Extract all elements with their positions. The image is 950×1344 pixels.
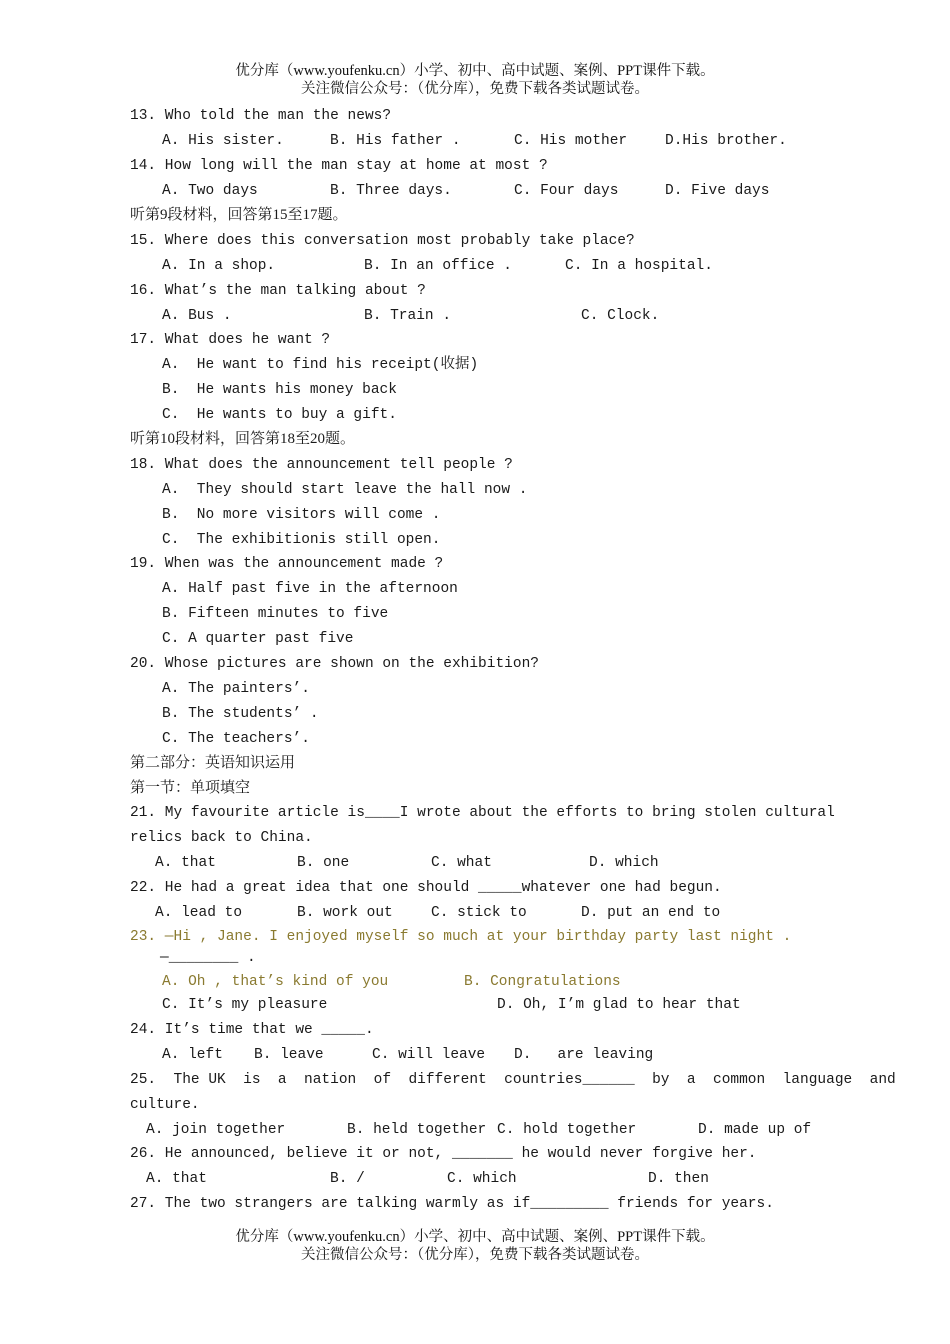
q23-option-a: A. Oh , that’s kind of you bbox=[162, 974, 389, 990]
q21-option-b: B. one bbox=[297, 855, 350, 871]
q13-option-d: D.His brother. bbox=[665, 133, 787, 149]
question-19: 19. When was the announcement made ? bbox=[130, 556, 444, 572]
q26-option-c: C. which bbox=[447, 1171, 517, 1187]
question-21-line1: 21. My favourite article is____I wrote about the efforts to bring stolen cultural bbox=[130, 805, 835, 821]
q19-option-a: A. Half past five in the afternoon bbox=[162, 581, 458, 597]
q19-option-b: B. Fifteen minutes to five bbox=[162, 606, 389, 622]
question-26: 26. He announced, believe it or not, _______ he would never forgive her. bbox=[130, 1146, 757, 1162]
q25-option-c: C. hold together bbox=[497, 1122, 637, 1138]
q15-option-a: A. In a shop. bbox=[162, 258, 276, 274]
question-25-line2: culture. bbox=[130, 1097, 200, 1113]
q21-option-d: D. which bbox=[589, 855, 659, 871]
q15-option-c: C. In a hospital. bbox=[565, 258, 713, 274]
q24-option-b: B. leave bbox=[254, 1047, 324, 1063]
q22-option-d: D. put an end to bbox=[581, 905, 721, 921]
q18-option-a: A. They should start leave the hall now . bbox=[162, 482, 528, 498]
q13-option-b: B. His father . bbox=[330, 133, 461, 149]
q13-option-a: A. His sister. bbox=[162, 133, 284, 149]
question-16: 16. What’s the man talking about ? bbox=[130, 283, 426, 299]
question-15: 15. Where does this conversation most probably take place? bbox=[130, 233, 635, 249]
part-2-section-1-heading: 第一节：单项填空 bbox=[130, 780, 251, 796]
q20-option-a: A. The painters’. bbox=[162, 681, 310, 697]
page-header-line2: 关注微信公众号：（优分库），免费下载各类试题试卷。 bbox=[301, 81, 649, 97]
q22-option-a: A. lead to bbox=[155, 905, 243, 921]
q15-option-b: B. In an office . bbox=[364, 258, 512, 274]
q17-option-a: A. He want to find his receipt(收据) bbox=[162, 357, 479, 373]
q20-option-c: C. The teachers’. bbox=[162, 731, 310, 747]
page-footer-line1: 优分库（www.youfenku.cn）小学、初中、高中试题、案例、PPT课件下载。 bbox=[235, 1229, 715, 1245]
q24-option-a: A. left bbox=[162, 1047, 223, 1063]
q18-option-b: B. No more visitors will come . bbox=[162, 507, 441, 523]
question-27: 27. The two strangers are talking warmly as if_________ friends for years. bbox=[130, 1196, 774, 1212]
page-header-line1: 优分库（www.youfenku.cn）小学、初中、高中试题、案例、PPT课件下载。 bbox=[235, 63, 715, 79]
q25-option-d: D. made up of bbox=[698, 1122, 812, 1138]
question-23-line1: 23. —Hi , Jane. I enjoyed myself so much at your birthday party last night . bbox=[130, 929, 792, 945]
section-10-heading: 听第10段材料，回答第18至20题。 bbox=[130, 431, 356, 447]
section-9-heading: 听第9段材料，回答第15至17题。 bbox=[130, 207, 348, 223]
q18-option-c: C. The exhibitionis still open. bbox=[162, 532, 441, 548]
q23-option-b: B. Congratulations bbox=[464, 974, 621, 990]
q14-option-a: A. Two days bbox=[162, 183, 258, 199]
q24-option-c: C. will leave bbox=[372, 1047, 486, 1063]
q26-option-d: D. then bbox=[648, 1171, 709, 1187]
q26-option-b: B. / bbox=[330, 1171, 365, 1187]
q22-option-b: B. work out bbox=[297, 905, 393, 921]
q19-option-c: C. A quarter past five bbox=[162, 631, 354, 647]
question-14: 14. How long will the man stay at home at most ? bbox=[130, 158, 548, 174]
q26-option-a: A. that bbox=[146, 1171, 207, 1187]
question-17: 17. What does he want ? bbox=[130, 332, 331, 348]
q25-option-a: A. join together bbox=[146, 1122, 286, 1138]
q22-option-c: C. stick to bbox=[431, 905, 527, 921]
page-footer-line2: 关注微信公众号：（优分库），免费下载各类试题试卷。 bbox=[301, 1247, 649, 1263]
q16-option-a: A. Bus . bbox=[162, 308, 232, 324]
q23-option-c: C. It’s my pleasure bbox=[162, 997, 328, 1013]
question-24: 24. It’s time that we _____. bbox=[130, 1022, 374, 1038]
question-25-line1: 25. The UK is a nation of different countries______ by a common language and bbox=[130, 1072, 896, 1088]
question-21-line2: relics back to China. bbox=[130, 830, 313, 846]
q16-option-b: B. Train . bbox=[364, 308, 452, 324]
q23-option-d: D. Oh, I’m glad to hear that bbox=[497, 997, 741, 1013]
q13-option-c: C. His mother bbox=[514, 133, 628, 149]
q14-option-d: D. Five days bbox=[665, 183, 770, 199]
question-20: 20. Whose pictures are shown on the exhibition? bbox=[130, 656, 539, 672]
q25-option-b: B. held together bbox=[347, 1122, 487, 1138]
q17-option-c: C. He wants to buy a gift. bbox=[162, 407, 397, 423]
q14-option-c: C. Four days bbox=[514, 183, 619, 199]
q21-option-a: A. that bbox=[155, 855, 216, 871]
part-2-heading: 第二部分：英语知识运用 bbox=[130, 755, 296, 771]
q20-option-b: B. The students’ . bbox=[162, 706, 319, 722]
question-22: 22. He had a great idea that one should _____whatever one had begun. bbox=[130, 880, 722, 896]
question-13: 13. Who told the man the news? bbox=[130, 108, 392, 124]
question-18: 18. What does the announcement tell people ? bbox=[130, 457, 513, 473]
q24-option-d: D. are leaving bbox=[514, 1047, 654, 1063]
q17-option-b: B. He wants his money back bbox=[162, 382, 397, 398]
q14-option-b: B. Three days. bbox=[330, 183, 452, 199]
q16-option-c: C. Clock. bbox=[581, 308, 660, 324]
q21-option-c: C. what bbox=[431, 855, 492, 871]
question-23-line2: —________ . bbox=[160, 950, 256, 966]
